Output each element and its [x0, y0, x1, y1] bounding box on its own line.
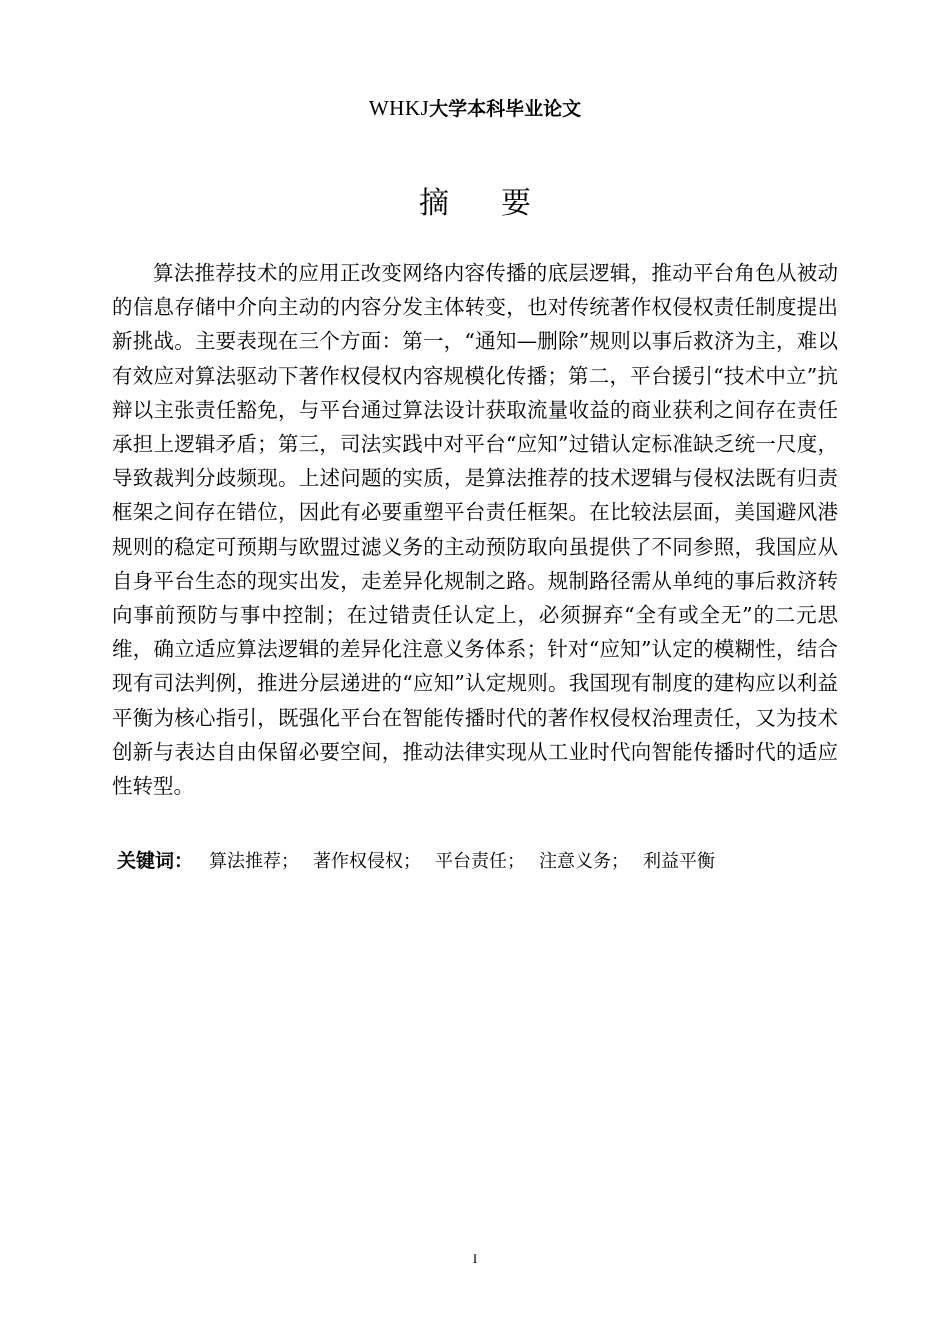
keyword-item: 算法推荐；	[209, 851, 300, 872]
header-title: 大学本科毕业论文	[429, 98, 582, 120]
title-char-1: 摘	[419, 186, 449, 221]
title-char-2: 要	[501, 186, 531, 221]
running-header	[0, 93, 950, 124]
keyword-item: 利益平衡	[643, 851, 716, 872]
abstract-body: 算法推荐技术的应用正改变网络内容传播的底层逻辑，推动平台角色从被动的信息存储中介向主动的内容分发主体转变，也对传统著作权侵权责任制度提出新挑战。主要表现在三个方面：第一，“通知—删除”规则以事后救济为主，难以有效应对算法驱动下著作权侵权内容规模化传播；第二，平台援引“技术中立”抗辩以主张责任豁免，与平台通过算法设计获取流量收益的商业获利之间存在责任承担上逻辑矛盾；第三，司法实践中对平台“应知”过错认定标准缺乏统一尺度，导致裁判分歧频现。上述问题的实质，是算法推荐的技术逻辑与侵权法既有归责框架之间存在错位，因此有必要重塑平台责任框架。在比较法层面，美国避风港规则的稳定可预期与欧盟过滤义务的主动预防取向虽提供了不同参照，我国应从自身平台生态的现实出发，走差异化规制之路。规制路径需从单纯的事后救济转向事前预防与事中控制；在过错责任认定上，必须摒弃“全有或全无”的二元思维，确立适应算法逻辑的差异化注意义务体系；针对“应知”认定的模糊性，结合现有司法判例，推进分层递进的“应知”认定规则。我国现有制度的建构应以利益平衡为核心指引，既强化平台在智能传播时代的著作权侵权治理责任，又为技术创新与表达自由保留必要空间，推动法律实现从工业时代向智能传播时代的适应性转型。	[112, 261, 838, 799]
page-title	[0, 182, 950, 226]
keyword-item: 著作权侵权；	[313, 851, 422, 872]
keyword-item: 平台责任；	[435, 851, 526, 872]
keywords-line	[117, 846, 837, 877]
keywords-label: 关键词：	[117, 850, 194, 872]
page-number: I	[472, 1251, 478, 1266]
keyword-item: 注意义务；	[539, 851, 630, 872]
header-prefix: WHKJ	[368, 96, 430, 120]
